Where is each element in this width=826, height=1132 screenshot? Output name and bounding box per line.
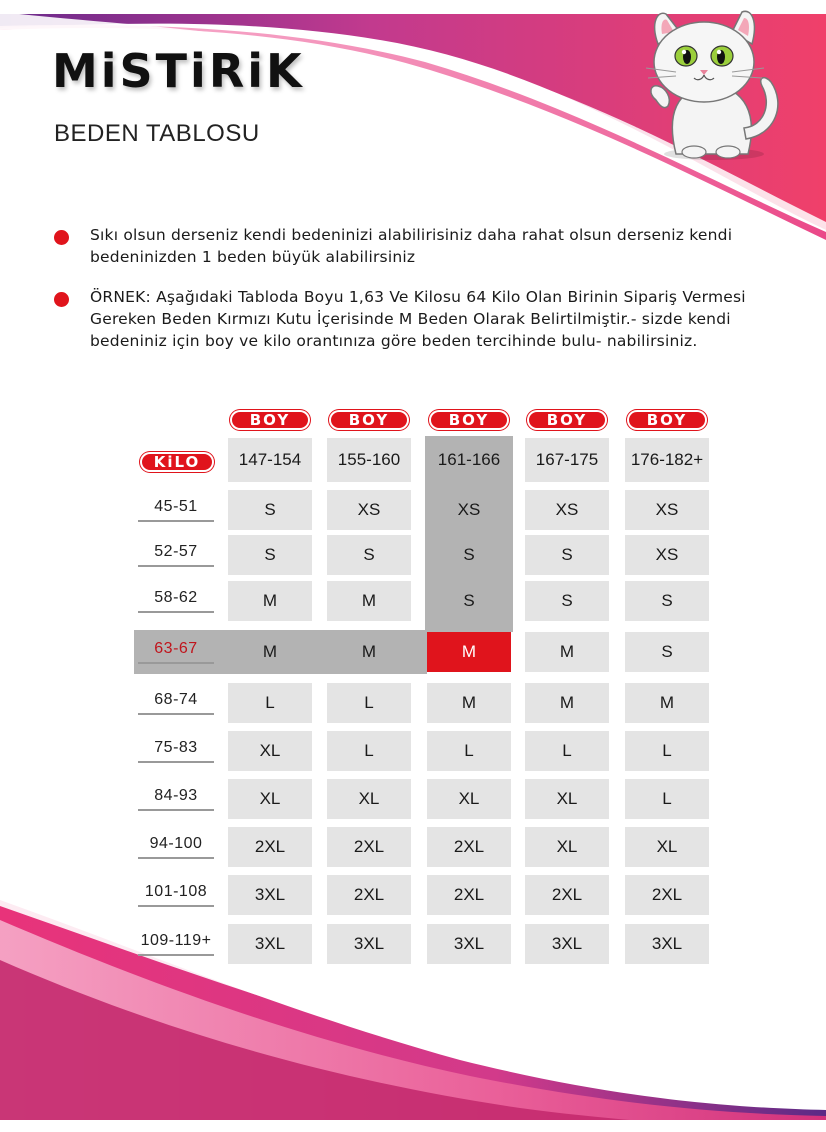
- weight-label: 75-83: [154, 739, 198, 756]
- weight-label: 63-67: [154, 640, 198, 657]
- weight-underline: [138, 611, 214, 613]
- size-cell: XL: [228, 779, 312, 819]
- weight-underline: [138, 905, 214, 907]
- size-cell: 3XL: [228, 924, 312, 964]
- size-cell: M: [327, 581, 411, 621]
- size-cell: 3XL: [427, 924, 511, 964]
- size-cell: 2XL: [327, 875, 411, 915]
- size-cell: XL: [427, 779, 511, 819]
- size-cell: L: [625, 779, 709, 819]
- size-cell: L: [625, 731, 709, 771]
- column-label-pill: BOY: [230, 410, 310, 430]
- size-cell: S: [327, 535, 411, 575]
- weight-underline: [138, 954, 214, 956]
- size-cell: M: [228, 581, 312, 621]
- size-cell: S: [625, 581, 709, 621]
- size-cell: S: [427, 535, 511, 575]
- weight-underline: [138, 565, 214, 567]
- size-cell: S: [228, 535, 312, 575]
- size-cell: S: [525, 535, 609, 575]
- size-cell: XS: [327, 490, 411, 530]
- height-header-cell: 147-154: [228, 438, 312, 482]
- size-cell: 3XL: [228, 875, 312, 915]
- size-cell: S: [525, 581, 609, 621]
- size-cell: S: [427, 581, 511, 621]
- height-header-cell: 176-182+: [625, 438, 709, 482]
- size-cell: XL: [228, 731, 312, 771]
- weight-label: 94-100: [149, 835, 203, 852]
- size-cell: 2XL: [228, 827, 312, 867]
- column-label-pill: BOY: [627, 410, 707, 430]
- size-cell: L: [228, 683, 312, 723]
- size-cell: XL: [327, 779, 411, 819]
- size-cell: XL: [525, 827, 609, 867]
- size-cell: M: [625, 683, 709, 723]
- size-cell: XS: [427, 490, 511, 530]
- size-cell: 2XL: [625, 875, 709, 915]
- weight-label: 101-108: [144, 883, 208, 900]
- note-text: Sıkı olsun derseniz kendi bedeninizi alabilirisiniz daha rahat olsun derseniz kendi bedeninizden 1 beden büyük alabilirsiniz: [90, 226, 733, 266]
- size-cell: 3XL: [525, 924, 609, 964]
- weight-underline: [138, 761, 214, 763]
- size-cell: XS: [525, 490, 609, 530]
- height-header-cell: 161-166: [427, 438, 511, 482]
- size-cell: L: [327, 731, 411, 771]
- page-title: BEDEN TABLOSU: [54, 120, 260, 147]
- size-cell: M: [327, 632, 411, 672]
- size-cell: S: [228, 490, 312, 530]
- size-cell: L: [525, 731, 609, 771]
- size-cell: 2XL: [525, 875, 609, 915]
- weight-label: 68-74: [154, 691, 198, 708]
- size-cell: 3XL: [327, 924, 411, 964]
- weight-label: 45-51: [154, 498, 198, 515]
- size-cell: XS: [625, 490, 709, 530]
- size-cell: M: [427, 683, 511, 723]
- column-label-pill: BOY: [429, 410, 509, 430]
- weight-underline: [138, 713, 214, 715]
- size-cell: M: [427, 632, 511, 672]
- size-cell: XL: [525, 779, 609, 819]
- brand-logo: MiSTiRiK: [52, 44, 305, 98]
- weight-label: 58-62: [154, 589, 198, 606]
- weight-underline: [138, 662, 214, 664]
- weight-underline: [138, 520, 214, 522]
- size-cell: 2XL: [427, 827, 511, 867]
- weight-underline: [138, 809, 214, 811]
- size-cell: 3XL: [625, 924, 709, 964]
- size-cell: S: [625, 632, 709, 672]
- weight-underline: [138, 857, 214, 859]
- size-cell: M: [525, 683, 609, 723]
- height-header-cell: 167-175: [525, 438, 609, 482]
- size-cell: M: [228, 632, 312, 672]
- weight-label: 52-57: [154, 543, 198, 560]
- size-cell: L: [327, 683, 411, 723]
- row-label-pill: KiLO: [140, 452, 214, 472]
- note-text: ÖRNEK: Aşağıdaki Tabloda Boyu 1,63 Ve Kilosu 64 Kilo Olan Birinin Sipariş Vermesi Gereken Beden Kırmızı Kutu İçerisinde M Beden Olarak Belirtilmiştir.- sizde kendi bedeniniz için boy ve kilo orantınıza göre beden tercihinde bulu- nabilirsiniz.: [90, 288, 746, 350]
- size-cell: L: [427, 731, 511, 771]
- column-label-pill: BOY: [329, 410, 409, 430]
- size-cell: M: [525, 632, 609, 672]
- size-cell: XS: [625, 535, 709, 575]
- size-cell: 2XL: [427, 875, 511, 915]
- column-label-pill: BOY: [527, 410, 607, 430]
- size-cell: XL: [625, 827, 709, 867]
- size-cell: 2XL: [327, 827, 411, 867]
- weight-label: 109-119+: [140, 932, 212, 949]
- weight-label: 84-93: [154, 787, 198, 804]
- height-header-cell: 155-160: [327, 438, 411, 482]
